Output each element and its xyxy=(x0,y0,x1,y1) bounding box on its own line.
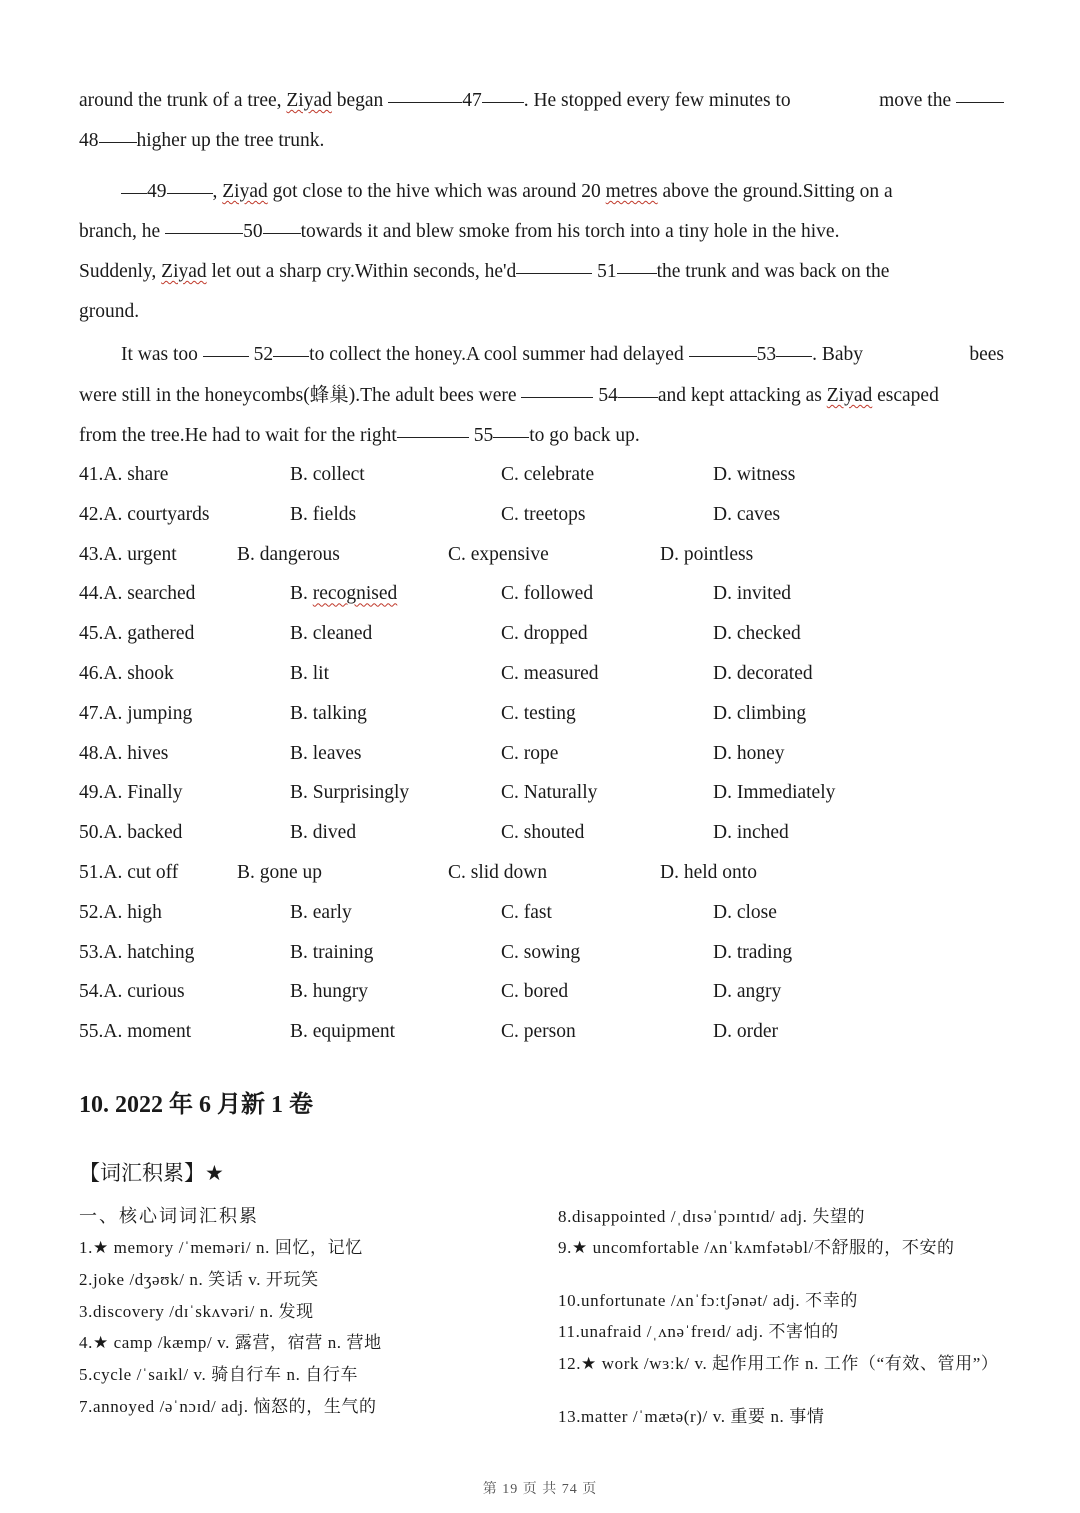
option-c: C. fast xyxy=(501,901,552,923)
option-text: A. hatching xyxy=(103,941,195,963)
vocab-item: 10.unfortunate /ʌnˈfɔːtʃənət/ adj. 不幸的 xyxy=(558,1291,858,1310)
text: above the ground.Sitting on a xyxy=(657,181,893,202)
text: It was too xyxy=(121,344,203,365)
option-c: C. person xyxy=(501,1021,576,1043)
option-d: D. Immediately xyxy=(713,782,836,804)
option-d: D. climbing xyxy=(713,702,807,724)
blank-number: 54 xyxy=(598,385,618,406)
text: Ziyad xyxy=(222,181,268,202)
option-d: D. invited xyxy=(713,583,791,605)
option-b: B. fields xyxy=(290,503,357,525)
option-b: B. lit xyxy=(290,662,330,684)
vocab-item: 8.disappointed /ˌdɪsəˈpɔɪntɪd/ adj. 失望的 xyxy=(558,1207,866,1226)
text: Suddenly, xyxy=(79,261,162,282)
question-number: 50. xyxy=(79,822,104,844)
question-row xyxy=(79,813,979,853)
option-a xyxy=(79,574,195,614)
passage-line xyxy=(79,335,1004,375)
vocab-header: 【词汇积累】★ xyxy=(79,1161,224,1185)
option-b xyxy=(290,574,397,614)
question-number: 54. xyxy=(79,981,104,1003)
option-a xyxy=(79,734,168,774)
vocab-item: 9.★ uncomfortable /ʌnˈkʌmfətəbl/不舒服的，不安的 xyxy=(558,1238,955,1257)
passage-line xyxy=(79,81,1004,121)
passage-line xyxy=(79,172,1004,212)
option-a xyxy=(79,654,174,694)
option-d: D. order xyxy=(713,1021,778,1043)
option-d: D. angry xyxy=(713,981,782,1003)
passage-line xyxy=(79,292,1004,332)
vocab-item: 5.cycle /ˈsaɪkl/ v. 骑自行车 n. 自行车 xyxy=(79,1365,359,1384)
option-b: B. training xyxy=(290,941,374,963)
option-c: C. rope xyxy=(501,742,559,764)
question-number: 47. xyxy=(79,702,104,724)
question-row xyxy=(79,574,979,614)
cloze-passage-paragraph-3 xyxy=(79,335,1004,456)
option-b: B. leaves xyxy=(290,742,362,764)
option-text: A. jumping xyxy=(103,702,193,724)
question-row xyxy=(79,654,979,694)
vocab-item: 7.annoyed /əˈnɔɪd/ adj. 恼怒的，生气的 xyxy=(79,1397,377,1416)
vocab-item: 13.matter /ˈmætə(r)/ v. 重要 n. 事情 xyxy=(558,1407,825,1426)
question-row xyxy=(79,614,979,654)
option-text: A. high xyxy=(103,901,162,923)
option-text: A. hives xyxy=(103,742,169,764)
option-c: C. expensive xyxy=(448,543,549,565)
vocab-item: 11.unafraid /ˌʌnəˈfreɪd/ adj. 不害怕的 xyxy=(558,1322,839,1341)
option-text: A. courtyards xyxy=(103,503,210,525)
question-row xyxy=(79,455,979,495)
section-title: 10. 2022 年 6 月新 1 卷 xyxy=(79,1092,313,1118)
option-c: C. dropped xyxy=(501,623,588,645)
option-d: D. witness xyxy=(713,464,796,485)
option-c: C. sowing xyxy=(501,941,581,963)
text: around the trunk of a tree, xyxy=(79,90,287,111)
question-row xyxy=(79,495,979,535)
option-d: D. honey xyxy=(713,742,785,764)
text: . He stopped every few minutes to xyxy=(523,90,791,111)
option-b: B. early xyxy=(290,901,352,923)
option-a xyxy=(79,972,185,1012)
option-d: D. checked xyxy=(713,623,801,645)
text: higher up the tree trunk. xyxy=(136,130,325,151)
option-d: D. decorated xyxy=(713,662,813,684)
vocab-item: 3.discovery /dɪˈskʌvəri/ n. 发现 xyxy=(79,1302,314,1321)
option-b: B. hungry xyxy=(290,981,368,1003)
question-number: 42. xyxy=(79,503,104,525)
option-b: B. talking xyxy=(290,702,367,724)
option-c: C. slid down xyxy=(448,861,548,883)
option-a xyxy=(79,813,182,853)
question-row xyxy=(79,972,979,1012)
vocab-item: 4.★ camp /kæmp/ v. 露营，宿营 n. 营地 xyxy=(79,1333,382,1352)
cloze-passage-paragraph-2 xyxy=(79,172,1004,332)
text: , xyxy=(212,181,223,202)
text: Ziyad xyxy=(286,90,332,111)
text: from the tree.He had to wait for the right xyxy=(79,425,397,446)
text: let out a sharp cry.Within seconds, he'd xyxy=(206,261,517,282)
question-number: 49. xyxy=(79,782,104,804)
option-a xyxy=(79,614,194,654)
text: got close to the hive which was around 20 xyxy=(267,181,606,202)
option-d: D. pointless xyxy=(660,543,754,565)
option-d: D. inched xyxy=(713,822,789,844)
text: Ziyad xyxy=(161,261,207,282)
option-a xyxy=(79,495,210,535)
option-text: A. shook xyxy=(103,662,174,684)
option-c: C. celebrate xyxy=(501,464,595,485)
text: bees xyxy=(969,344,1004,365)
option-b: B. gone up xyxy=(237,861,323,883)
question-row xyxy=(79,535,979,575)
option-a xyxy=(79,535,177,575)
option-d: D. trading xyxy=(713,941,793,963)
option-c: C. treetops xyxy=(501,503,586,525)
text: ground. xyxy=(79,301,140,322)
option-text: A. backed xyxy=(103,822,183,844)
question-row xyxy=(79,734,979,774)
option-c: C. followed xyxy=(501,583,594,605)
text: to collect the honey.A cool summer had delayed xyxy=(309,344,689,365)
vocab-item: 1.★ memory /ˈmeməri/ n. 回忆，记忆 xyxy=(79,1238,363,1257)
question-number: 51. xyxy=(79,861,104,883)
option-b: B. cleaned xyxy=(290,623,373,645)
text: metres xyxy=(605,181,658,202)
vocab-item: 2.joke /dʒəʊk/ n. 笑话 v. 开玩笑 xyxy=(79,1270,319,1289)
question-number: 45. xyxy=(79,623,104,645)
option-d: D. held onto xyxy=(660,861,757,883)
option-c: C. testing xyxy=(501,702,576,724)
text: ).The adult bees were xyxy=(348,385,522,406)
text: escaped xyxy=(872,385,939,406)
option-b: B. equipment xyxy=(290,1021,396,1043)
answer-options xyxy=(79,455,979,1052)
option-b: B. dangerous xyxy=(237,543,340,565)
option-text: A. urgent xyxy=(103,543,177,565)
option-a xyxy=(79,773,182,813)
question-row xyxy=(79,773,979,813)
page-footer: 第 19 页 共 74 页 xyxy=(482,1482,598,1497)
text: towards it and blew smoke from his torch into a tiny hole in the hive. xyxy=(300,221,840,242)
question-row xyxy=(79,1012,979,1052)
text: branch, he xyxy=(79,221,166,242)
option-c: C. measured xyxy=(501,662,599,684)
vocab-subheader: 一、核心词词汇积累 xyxy=(79,1206,259,1227)
blank-number: 50 xyxy=(243,221,263,242)
blank-number: 52 xyxy=(253,344,274,365)
option-word: recognised xyxy=(312,583,398,605)
option-c: C. Naturally xyxy=(501,782,598,804)
option-b: B. dived xyxy=(290,822,357,844)
question-number: 41. xyxy=(79,464,104,485)
cloze-passage xyxy=(79,81,1004,161)
question-number: 52. xyxy=(79,901,104,923)
option-text: A. searched xyxy=(103,583,196,605)
text: to go back up. xyxy=(529,425,640,446)
text: Ziyad xyxy=(826,385,873,406)
question-row xyxy=(79,893,979,933)
option-b: B. Surprisingly xyxy=(290,782,410,804)
option-text: A. cut off xyxy=(103,861,179,883)
text: and kept attacking as xyxy=(657,385,827,406)
passage-line xyxy=(79,252,1004,292)
option-a xyxy=(79,455,168,495)
text: move the xyxy=(879,90,952,111)
blank-number: 49 xyxy=(147,181,167,202)
blank-number: 51 xyxy=(597,261,617,282)
option-a xyxy=(79,933,194,973)
passage-line xyxy=(79,212,1004,252)
question-number: 43. xyxy=(79,543,104,565)
question-number: 55. xyxy=(79,1021,104,1043)
text: . Baby xyxy=(812,344,863,365)
option-c: C. bored xyxy=(501,981,569,1003)
vocab-item: 12.★ work /wɜːk/ v. 起作用工作 n. 工作（“有效、管用”） xyxy=(558,1354,999,1373)
question-row xyxy=(79,933,979,973)
passage-line xyxy=(79,375,1004,416)
passage-line xyxy=(79,121,1004,161)
option-a xyxy=(79,893,162,933)
question-number: 46. xyxy=(79,662,104,684)
option-text: A. curious xyxy=(103,981,185,1003)
option-d: D. caves xyxy=(713,503,781,525)
blank-number: 55 xyxy=(473,425,494,446)
option-a xyxy=(79,1012,191,1052)
option-text: A. share xyxy=(103,464,169,485)
text: 蜂巢 xyxy=(309,383,349,406)
blank-number: 53 xyxy=(756,344,777,365)
option-a xyxy=(79,853,178,893)
option-a xyxy=(79,694,192,734)
passage-line xyxy=(79,416,1004,456)
text: began xyxy=(331,90,389,111)
question-number: 53. xyxy=(79,941,104,963)
blank-number: 47 xyxy=(462,90,482,111)
option-text: A. gathered xyxy=(103,623,195,645)
question-row xyxy=(79,853,979,893)
option-b: B. collect xyxy=(290,464,365,485)
option-c: C. shouted xyxy=(501,822,585,844)
blank-number: 48 xyxy=(79,130,99,151)
option-text: A. moment xyxy=(103,1021,192,1043)
option-d: D. close xyxy=(713,901,777,923)
text: the trunk and was back on the xyxy=(656,261,890,282)
text: were still in the honeycombs( xyxy=(79,385,310,406)
question-row xyxy=(79,694,979,734)
option-letter: B. xyxy=(290,583,313,605)
question-number: 44. xyxy=(79,583,104,605)
option-text: A. Finally xyxy=(103,782,183,804)
question-number: 48. xyxy=(79,742,104,764)
